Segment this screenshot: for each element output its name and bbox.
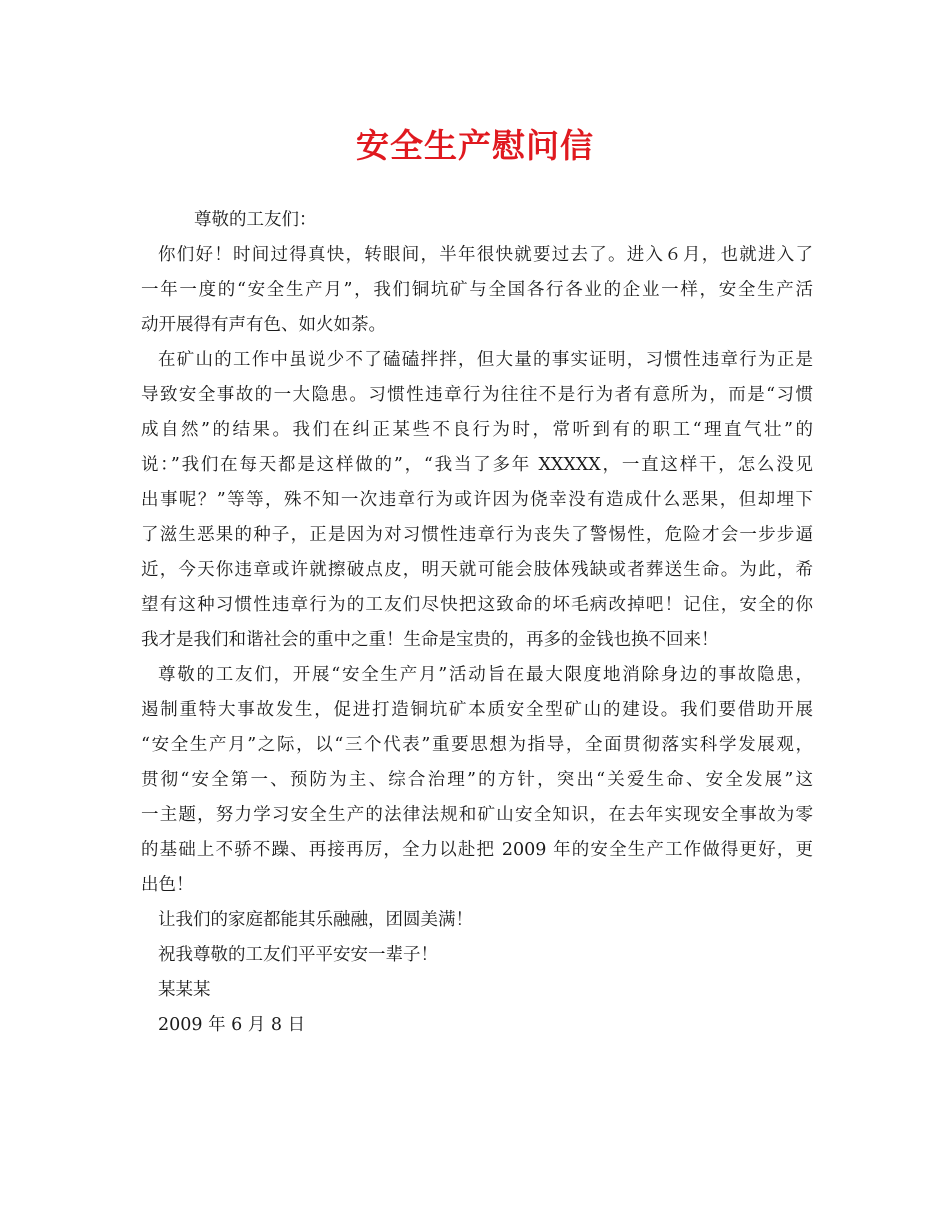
signature: 某某某 — [158, 980, 211, 1000]
paragraph-2-line-7: 近，今天你违章或许就擦破点皮，明天就可能会肢体残缺或者葬送生命。为此，希 — [141, 560, 813, 580]
paragraph-2-line-1: 在矿山的工作中虽说少不了磕磕拌拌，但大量的事实证明，习惯性违章行为正是 — [158, 350, 813, 370]
paragraph-3-line-6: 的基础上不骄不躁、再接再厉，全力以赴把 2009 年的安全生产工作做得更好，更 — [141, 840, 813, 860]
paragraph-3-line-3: “安全生产月”之际，以“三个代表”重要思想为指导，全面贯彻落实科学发展观， — [141, 735, 813, 755]
paragraph-2-line-5: 出事呢？”等等，殊不知一次违章行为或许因为侥幸没有造成什么恶果，但却埋下 — [141, 490, 813, 510]
paragraph-2-line-8: 望有这种习惯性违章行为的工友们尽快把这致命的坏毛病改掉吧！记住，安全的你 — [141, 595, 813, 615]
paragraph-2-line-2: 导致安全事故的一大隐患。习惯性违章行为往往不是行为者有意所为，而是“习惯 — [141, 385, 813, 405]
paragraph-2-line-3: 成自然”的结果。我们在纠正某些不良行为时，常听到有的职工“理直气壮”的 — [141, 420, 813, 440]
paragraph-2-line-6: 了滋生恶果的种子，正是因为对习惯性违章行为丧失了警惕性，危险才会一步步逼 — [141, 525, 813, 545]
paragraph-2-line-9: 我才是我们和谐社会的重中之重！生命是宝贵的，再多的金钱也换不回来！ — [141, 630, 719, 650]
closing-line-2: 祝我尊敬的工友们平平安安一辈子！ — [158, 945, 438, 965]
paragraph-1-line-2: 一年一度的“安全生产月”，我们铜坑矿与全国各行各业的企业一样，安全生产活 — [141, 280, 813, 300]
paragraph-3-line-7: 出色！ — [141, 875, 194, 895]
paragraph-3-line-4: 贯彻“安全第一、预防为主、综合治理”的方针，突出“关爱生命、安全发展”这 — [141, 770, 813, 790]
paragraph-2-line-4: 说：”我们在每天都是这样做的”，“我当了多年 XXXXX，一直这样干，怎么没见 — [141, 455, 813, 475]
document-title: 安全生产慰问信 — [356, 126, 594, 165]
paragraph-3-line-1: 尊敬的工友们，开展“安全生产月”活动旨在最大限度地消除身边的事故隐患， — [158, 665, 813, 685]
closing-line-1: 让我们的家庭都能其乐融融，团圆美满！ — [158, 910, 473, 930]
letter-body — [141, 203, 813, 1043]
letter-date: 2009 年 6 月 8 日 — [158, 1015, 306, 1035]
salutation: 尊敬的工友们： — [194, 210, 317, 230]
paragraph-3-line-5: 一主题，努力学习安全生产的法律法规和矿山安全知识，在去年实现安全事故为零 — [141, 805, 813, 825]
paragraph-3-line-2: 遏制重特大事故发生，促进打造铜坑矿本质安全型矿山的建设。我们要借助开展 — [141, 700, 813, 720]
paragraph-1-line-3: 动开展得有声有色、如火如荼。 — [141, 315, 386, 335]
paragraph-1-line-1: 你们好！时间过得真快，转眼间，半年很快就要过去了。进入６月，也就进入了 — [158, 245, 813, 265]
